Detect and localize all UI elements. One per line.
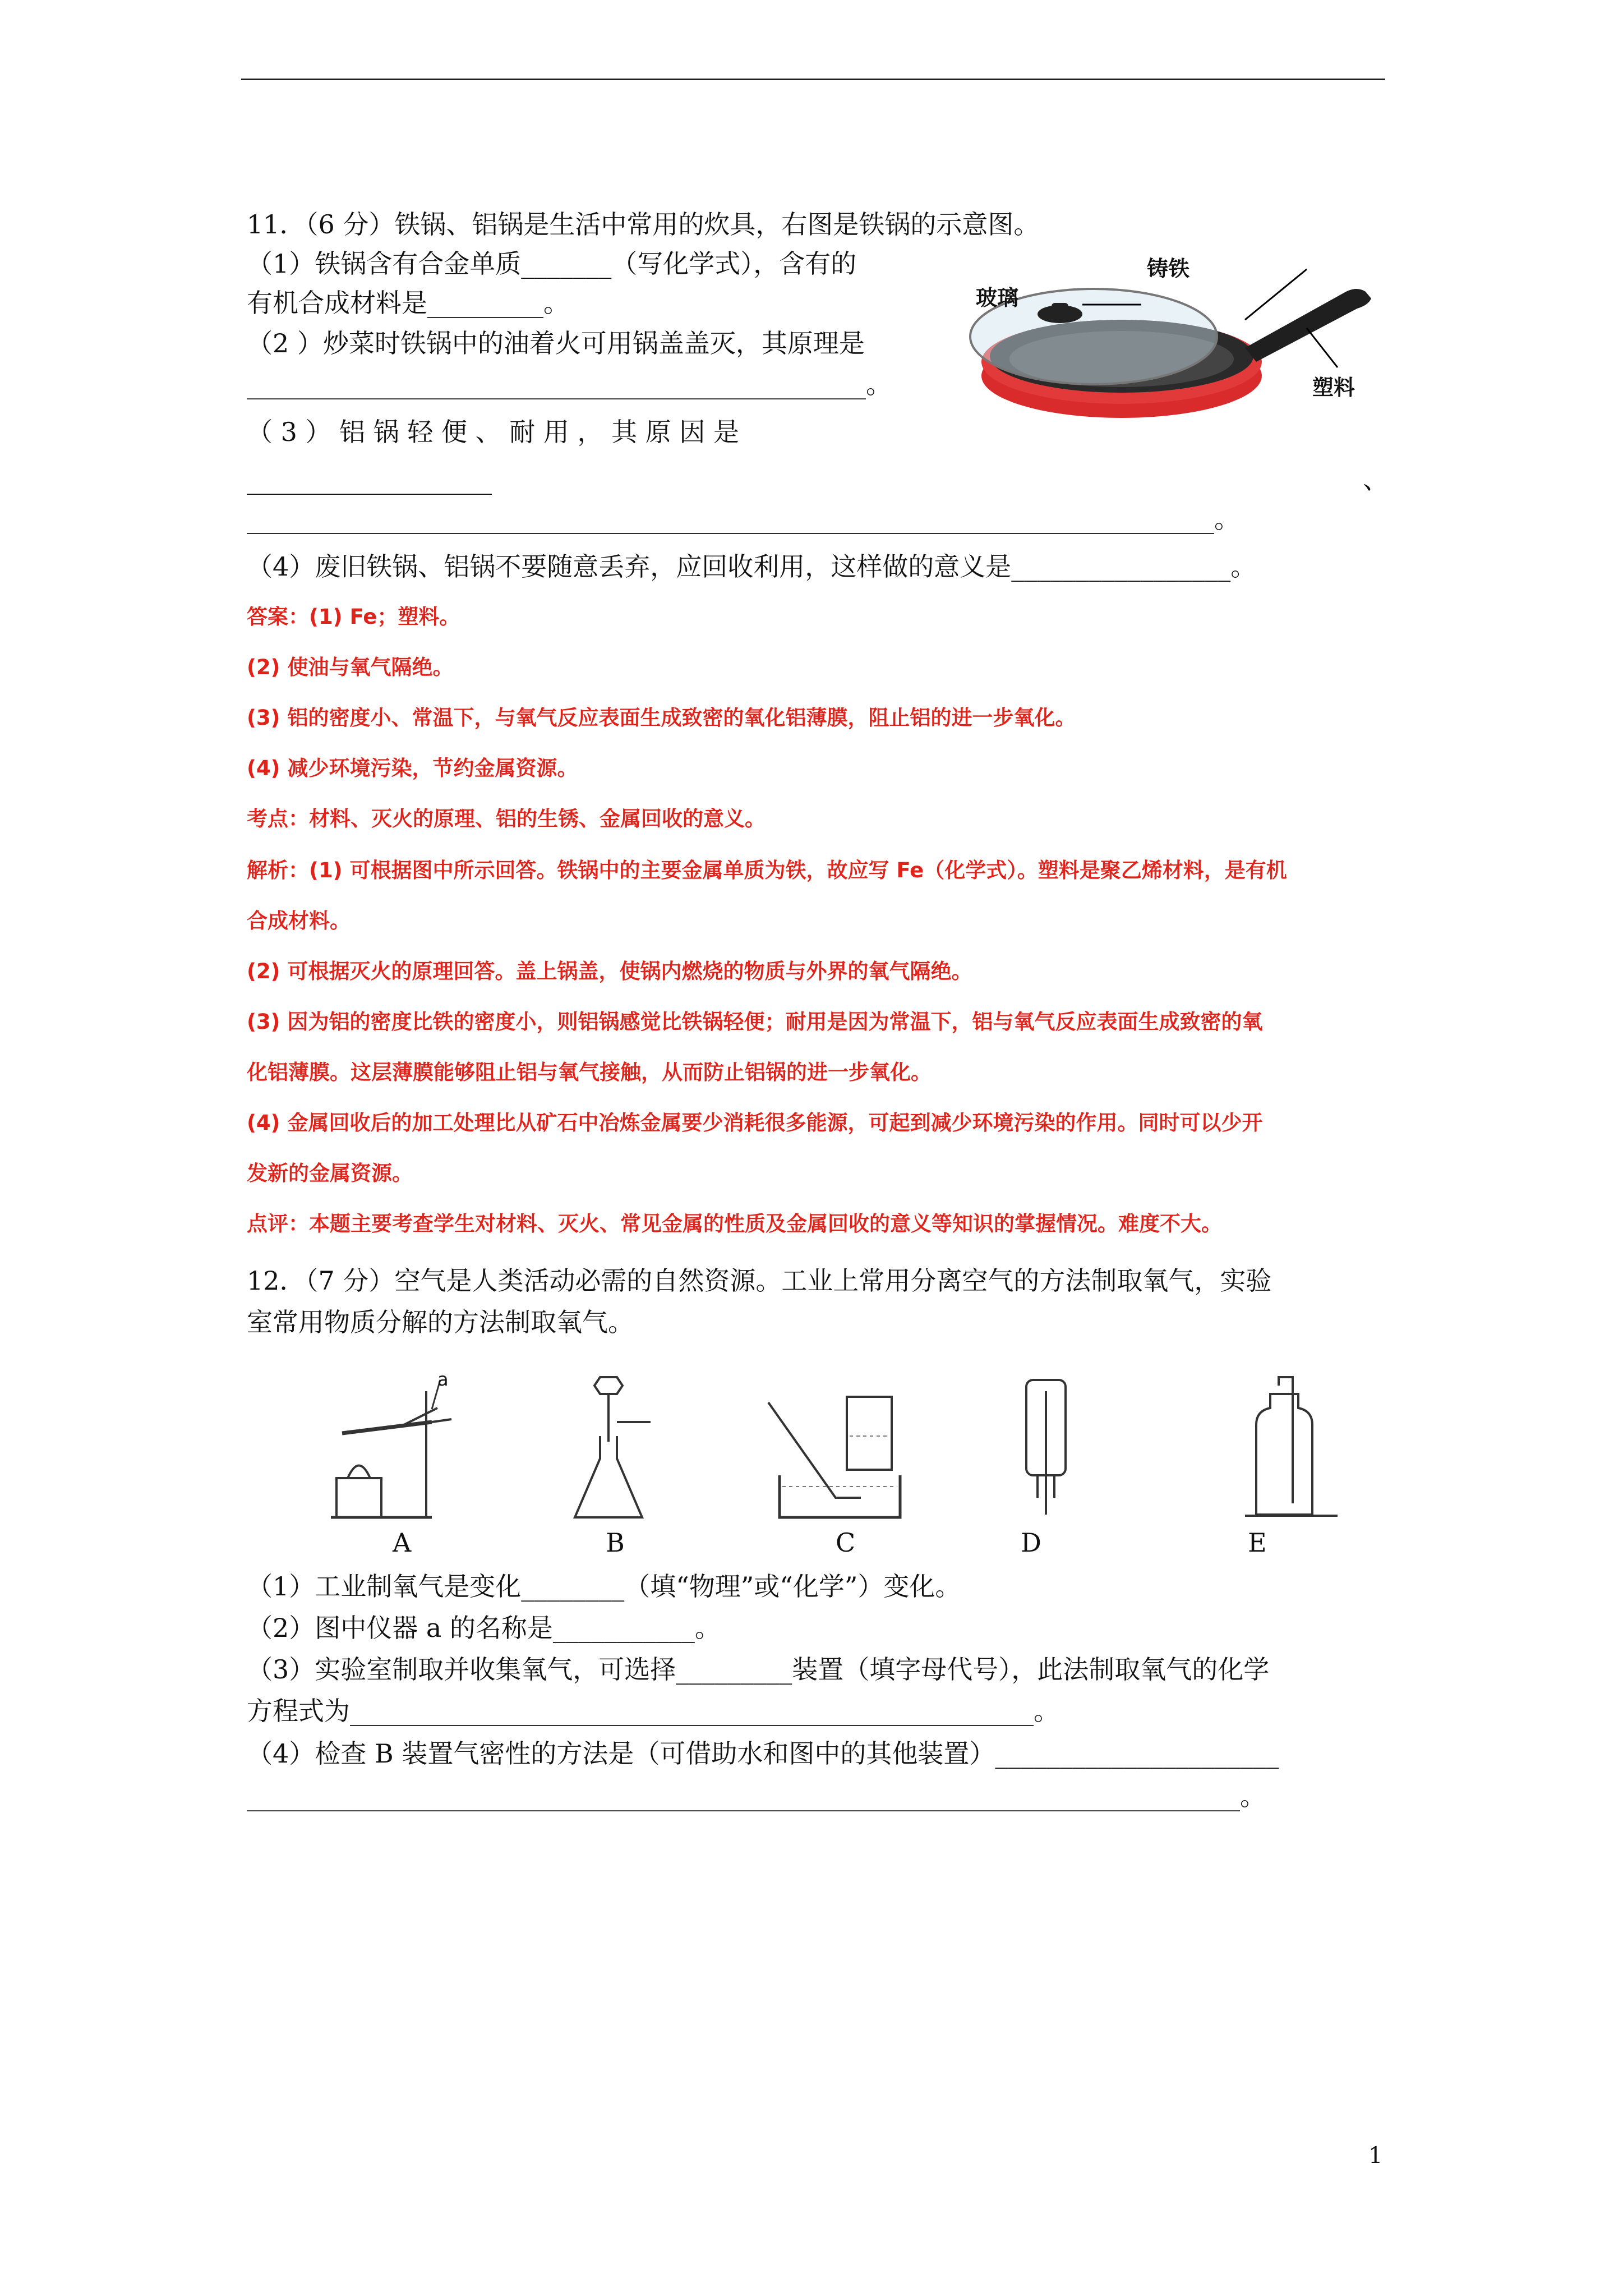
- apparatus-label-b: B: [606, 1527, 625, 1558]
- answer-line: (2) 使油与氧气隔绝。: [247, 655, 454, 679]
- answer-line: 考点：材料、灭火的原理、铝的生锈、金属回收的意义。: [247, 807, 766, 831]
- label-cast-iron: 铸铁: [1147, 256, 1190, 281]
- q11-part3-line1: （ 3 ） 铝 锅 轻 便 、 耐 用 ， 其 原 因 是: [247, 417, 739, 447]
- apparatus-label-c: C: [836, 1527, 856, 1558]
- q12-stem-line2: 室常用物质分解的方法制取氧气。: [247, 1307, 634, 1337]
- answer-line: (3) 因为铝的密度比铁的密度小，则铝锅感觉比铁锅轻便；耐用是因为常温下，铝与氧气反应表面生成致密的氧: [247, 1010, 1263, 1034]
- q11-part1-line1: （1）铁锅含有合金单质_______（写化学式），含有的: [247, 249, 857, 279]
- label-plastic: 塑料: [1312, 375, 1355, 400]
- label-instrument-a: a: [437, 1369, 449, 1390]
- q12-part2: （2）图中仪器 a 的名称是___________。: [247, 1613, 721, 1643]
- answer-line: 解析：(1) 可根据图中所示回答。铁锅中的主要金属单质为铁，故应写 Fe（化学式）。塑料是聚乙烯材料，是有机: [247, 858, 1287, 882]
- q12-part3-line2: 方程式为_____________________________________________________。: [247, 1696, 1059, 1726]
- q11-part3-line2: ___________________: [247, 464, 492, 495]
- q12-part4-line2: _____________________________________________________________________________。: [247, 1781, 1266, 1811]
- header-rule: [241, 79, 1385, 80]
- q11-part3-mark: 、: [1363, 464, 1389, 495]
- apparatus-e-figure: [1239, 1369, 1346, 1526]
- apparatus-b-figure: [566, 1369, 656, 1526]
- apparatus-label-d: D: [1021, 1527, 1041, 1558]
- apparatus-d-figure: [1015, 1369, 1088, 1526]
- answer-line: (2) 可根据灭火的原理回答。盖上锅盖，使锅内燃烧的物质与外界的氧气隔绝。: [247, 959, 972, 983]
- answer-line: (4) 减少环境污染，节约金属资源。: [247, 756, 578, 780]
- q11-part4: （4）废旧铁锅、铝锅不要随意丢弃，应回收利用，这样做的意义是_________________。: [247, 551, 1257, 582]
- apparatus-label-a: A: [393, 1527, 412, 1558]
- answer-line: 答案：(1) Fe；塑料。: [247, 605, 460, 629]
- answer-line: (4) 金属回收后的加工处理比从矿石中冶炼金属要少消耗很多能源，可起到减少环境污染的作用。同时可以少开: [247, 1111, 1263, 1135]
- answer-line: 合成材料。: [247, 909, 351, 933]
- q11-part3-line3: ___________________________________________________________________________。: [247, 504, 1240, 534]
- page-number: 1: [1368, 2143, 1383, 2169]
- answer-line: (3) 铝的密度小、常温下，与氧气反应表面生成致密的氧化铝薄膜，阻止铝的进一步氧化。: [247, 706, 1076, 730]
- label-glass: 玻璃: [976, 286, 1019, 310]
- q11-part2-line2: ________________________________________________。: [247, 369, 892, 399]
- q12-part1: （1）工业制氧气是变化________（填“物理”或“化学”）变化。: [247, 1571, 961, 1602]
- q12-part3-line1: （3）实验室制取并收集氧气，可选择_________装置（填字母代号），此法制取氧气的化学: [247, 1654, 1270, 1685]
- apparatus-c-figure: [763, 1369, 903, 1526]
- q12-part4-line1: （4）检查 B 装置气密性的方法是（可借助水和图中的其他装置）______________________: [247, 1738, 1279, 1769]
- apparatus-a-figure: [320, 1369, 488, 1526]
- q11-part2-line1: （2 ）炒菜时铁锅中的油着火可用锅盖盖灭，其原理是: [247, 328, 865, 358]
- answer-line: 化铝薄膜。这层薄膜能够阻止铝与氧气接触，从而防止铝锅的进一步氧化。: [247, 1060, 932, 1084]
- answer-line: 点评：本题主要考查学生对材料、灭火、常见金属的性质及金属回收的意义等知识的掌握情况。难度不大。: [247, 1212, 1222, 1236]
- answer-line: 发新的金属资源。: [247, 1161, 413, 1185]
- q11-stem: 11．（6 分）铁锅、铝锅是生活中常用的炊具，右图是铁锅的示意图。: [247, 209, 1040, 240]
- q12-stem-line1: 12．（7 分）空气是人类活动必需的自然资源。工业上常用分离空气的方法制取氧气，实验: [247, 1266, 1272, 1296]
- q11-part1-line2: 有机合成材料是_________。: [247, 288, 569, 318]
- apparatus-label-e: E: [1248, 1527, 1267, 1558]
